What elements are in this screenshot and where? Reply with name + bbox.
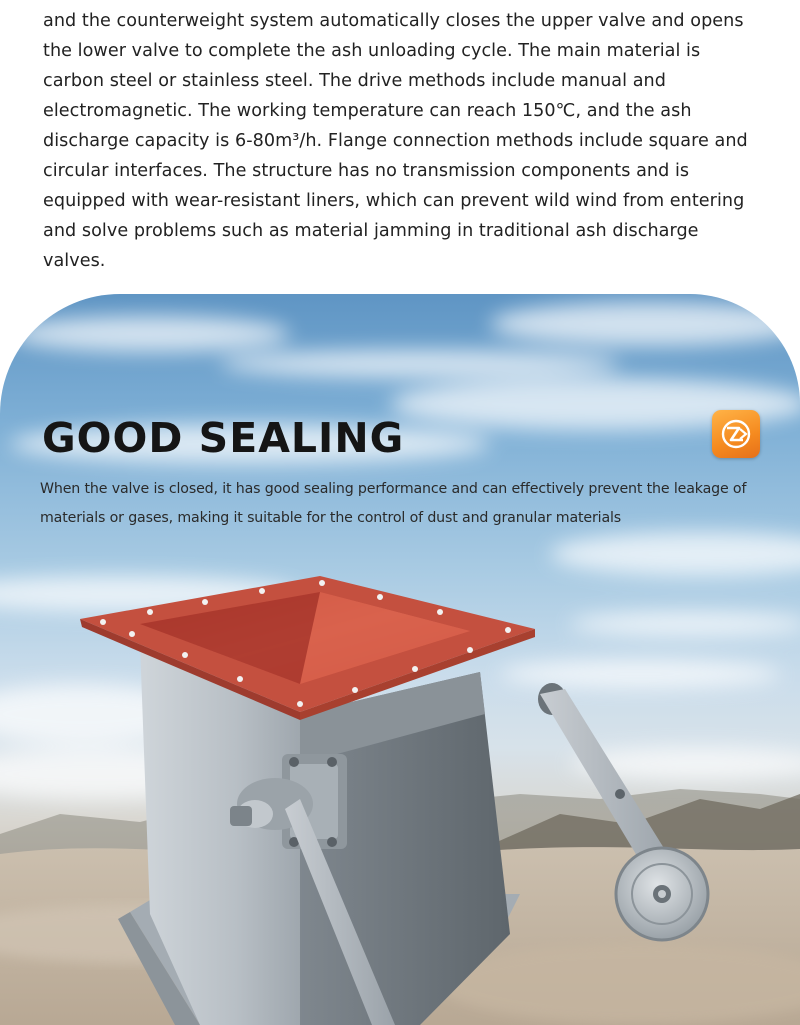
feature-description: When the valve is closed, it has good sealing performance and can effectively prevent the leakage of materials or gases, making it suitable for the control of dust and granular materials [40,481,747,526]
feature-banner [0,294,800,1025]
intro-paragraph: and the counterweight system automatically closes the upper valve and opens the lower valve to complete the ash unloading cycle. The main material is carbon steel or stainless steel. The drive methods include manual and electromagnetic. The working temperature can reach 150℃, and the ash discharge capacity is 6-80m³/h. Flange connection methods include square and circular interfaces. The structure has no transmission components and is equipped with wear-resistant liners, which can prevent wild wind from entering and solve problems such as material jamming in traditional ash discharge valves. [43,11,748,271]
feature-title: GOOD SEALING [42,414,405,462]
double-flap-ash-valve-icon [0,294,800,1025]
intro-section [43,0,763,271]
